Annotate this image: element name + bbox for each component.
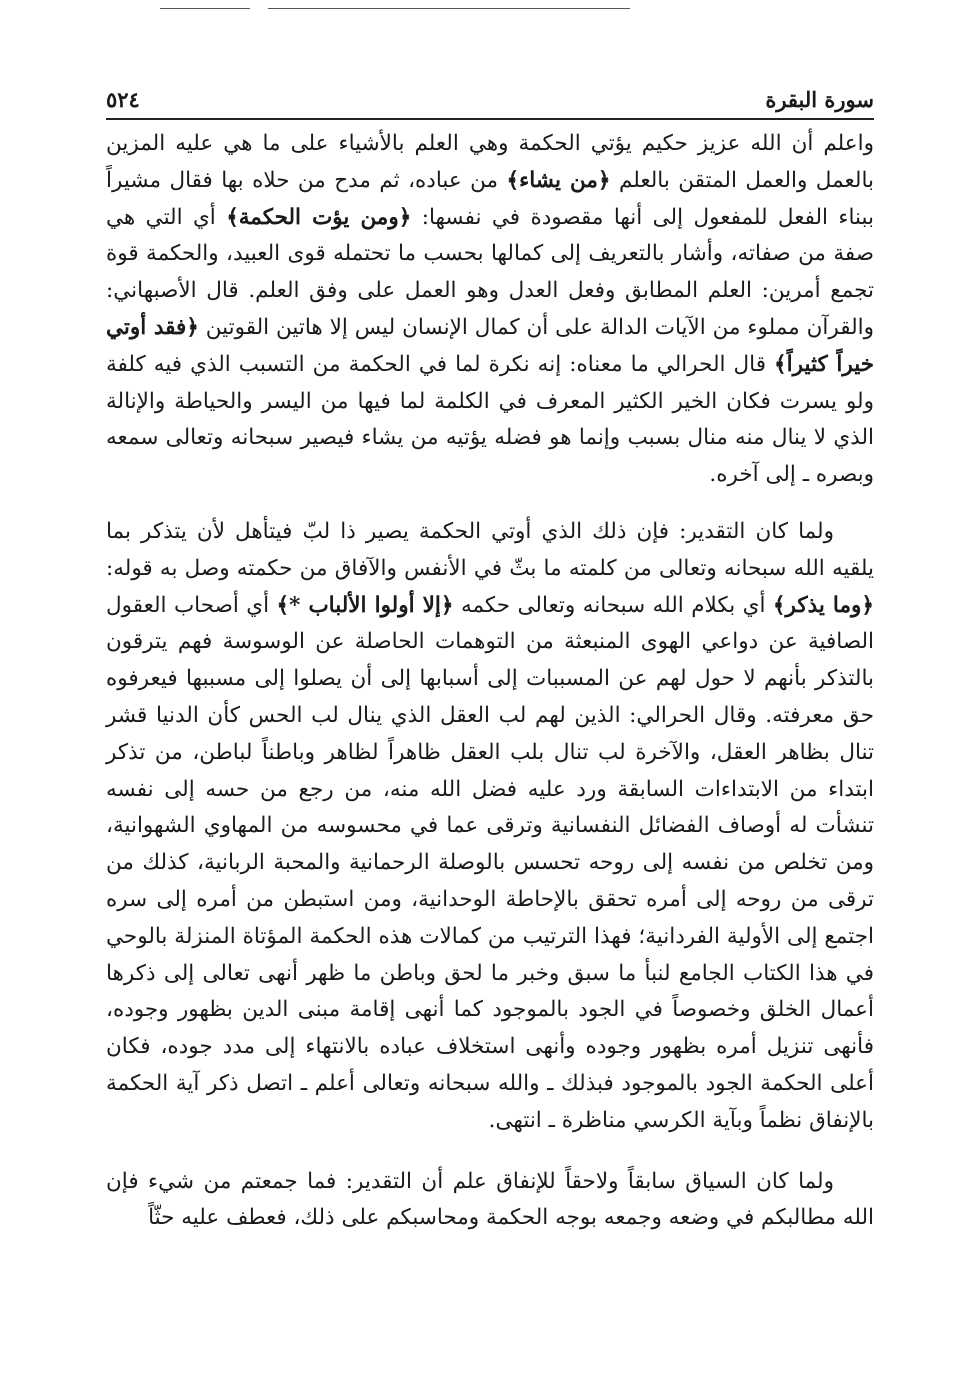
quran-quote: ﴿وما يذكر﴾ [772, 592, 874, 618]
text-segment: أي بكلام الله سبحانه وتعالى حكمه [453, 592, 773, 618]
text-segment: من عباده، ثم مدح من حلاه بها فقال مشيراً ببناء الفعل للمفعول إلى أنها مقصودة في نفسها: [106, 167, 875, 230]
text-segment: أي التي هي صفة من صفاته، وأشار بالتعريف إلى كمالها بحسب ما تحتمله قوى العبيد، والحكمة قوة تجمع أمرين: العلم المطابق وفعل العدل وهو العمل على وفق العلم. قال الأصبهاني: والقرآن مملوء من الآيات الدالة على أن كمال الإنسان ليس إلا هاتين القوتين [106, 204, 874, 340]
text-segment: ولما كان السياق سابقاً ولاحقاً للإنفاق علم أن التقدير: فما جمعتم من شيء فإن الله مطالبكم في وضعه وجمعه بوجه الحكمة ومحاسبكم على ذلك، فعطف عليه حثّاً [106, 1168, 874, 1231]
quran-quote: ﴿إلا أولوا الألباب *﴾ [276, 592, 454, 618]
quran-quote: ﴿فقد أوتي خيراً كثيراً﴾ [106, 314, 874, 377]
paragraph-2 [106, 514, 874, 1140]
text-segment: ولما كان التقدير: فإن ذلك الذي أوتي الحكمة يصير ذا لبّ فيتأهل لأن يتذكر بما يلقيه الله سبحانه وتعالى من كلمته ما بثّ في الأنفس والآفاق من حكمته وصل به قوله: [106, 518, 874, 581]
text-segment: واعلم أن الله عزيز حكيم يؤتي الحكمة وهي العلم بالأشياء على ما هي عليه المزين بالعمل والعمل المتقن بالعلم [106, 131, 874, 193]
quran-quote: ﴿من يشاء﴾ [506, 167, 611, 193]
paragraph-1 [106, 126, 874, 494]
top-rule-line-short [160, 8, 250, 9]
quran-quote: ﴿ومن يؤت الحكمة﴾ [226, 204, 412, 230]
page-header [106, 78, 874, 120]
page-body [106, 126, 874, 1237]
page-number: ٥٢٤ [106, 87, 140, 112]
surah-title: سورة البقرة [765, 87, 874, 112]
top-rule-line [268, 8, 630, 9]
text-segment: أي أصحاب العقول الصافية عن دواعي الهوى المنبعثة من التوهمات الحاصلة عن الوسوسة فهم يترقون بالتذكر بأنهم لا حول لهم عن المسببات إلى أسبابها إلى أن يصلوا إلى مسببها فيعرفوه حق معرفته. وقال الحرالي: الذين لهم لب العقل الذي ينال لب الحس كأن الدنيا قشر تنال بظاهر العقل، والآخرة لب تنال بلب العقل ظاهراً لظاهر وباطناً لباطن، من تذكر ابتداء من الابتداءات السابقة ورد عليه فضل الله منه، من رجع من حسه إلى نفسه تنشأت له أوصاف الفضائل النفسانية وترقى عما في محسوسه من المهاوي الشهوانية، ومن تخلص من نفسه إلى روحه تحسس بالوصلة الرحمانية والمحبة الربانية، كذلك من ترقى من روحه إلى أمره تحقق بالإحاطة الوحدانية، ومن استبطن من أمره إلى سره اجتمع إلى الأولية الفردانية؛ فهذا الترتيب من كمالات هذه الحكمة المؤتاة المنزلة بالوحي في هذا الكتاب الجامع لنبأ ما سبق وخبر ما لحق وباطن ما ظهر أنهى تعالى إلى ذكرها أعمال الخلق وخصوصاً في الجود بالموجود كما أنهى إقامة مبنى الدين بظهور وجوده، فأنهى تنزيل أمره بظهور وجوده وأنهى استخلاف عباده بالانتهاء إلى مدد جوده، فكان أعلى الحكمة الجود بالموجود فبذلك ـ والله سبحانه وتعالى أعلم ـ اتصل ذكر آية الحكمة بالإنفاق نظماً وبآية الكرسي مناظرة ـ انتهى. [106, 592, 874, 1133]
paragraph-3 [106, 1164, 874, 1238]
text-segment: قال الحرالي ما معناه: إنه نكرة لما في الحكمة من التسبب الذي فيه كلفة ولو يسرت فكان الخير الكثير المعرف في الكلمة لما فيها من اليسر والحياطة والإنالة الذي لا ينال منه منال بسبب وإنما هو فضله يؤتيه من يشاء فيصير سبحانه وتعالى سمعه وبصره ـ إلى آخره. [106, 351, 874, 488]
